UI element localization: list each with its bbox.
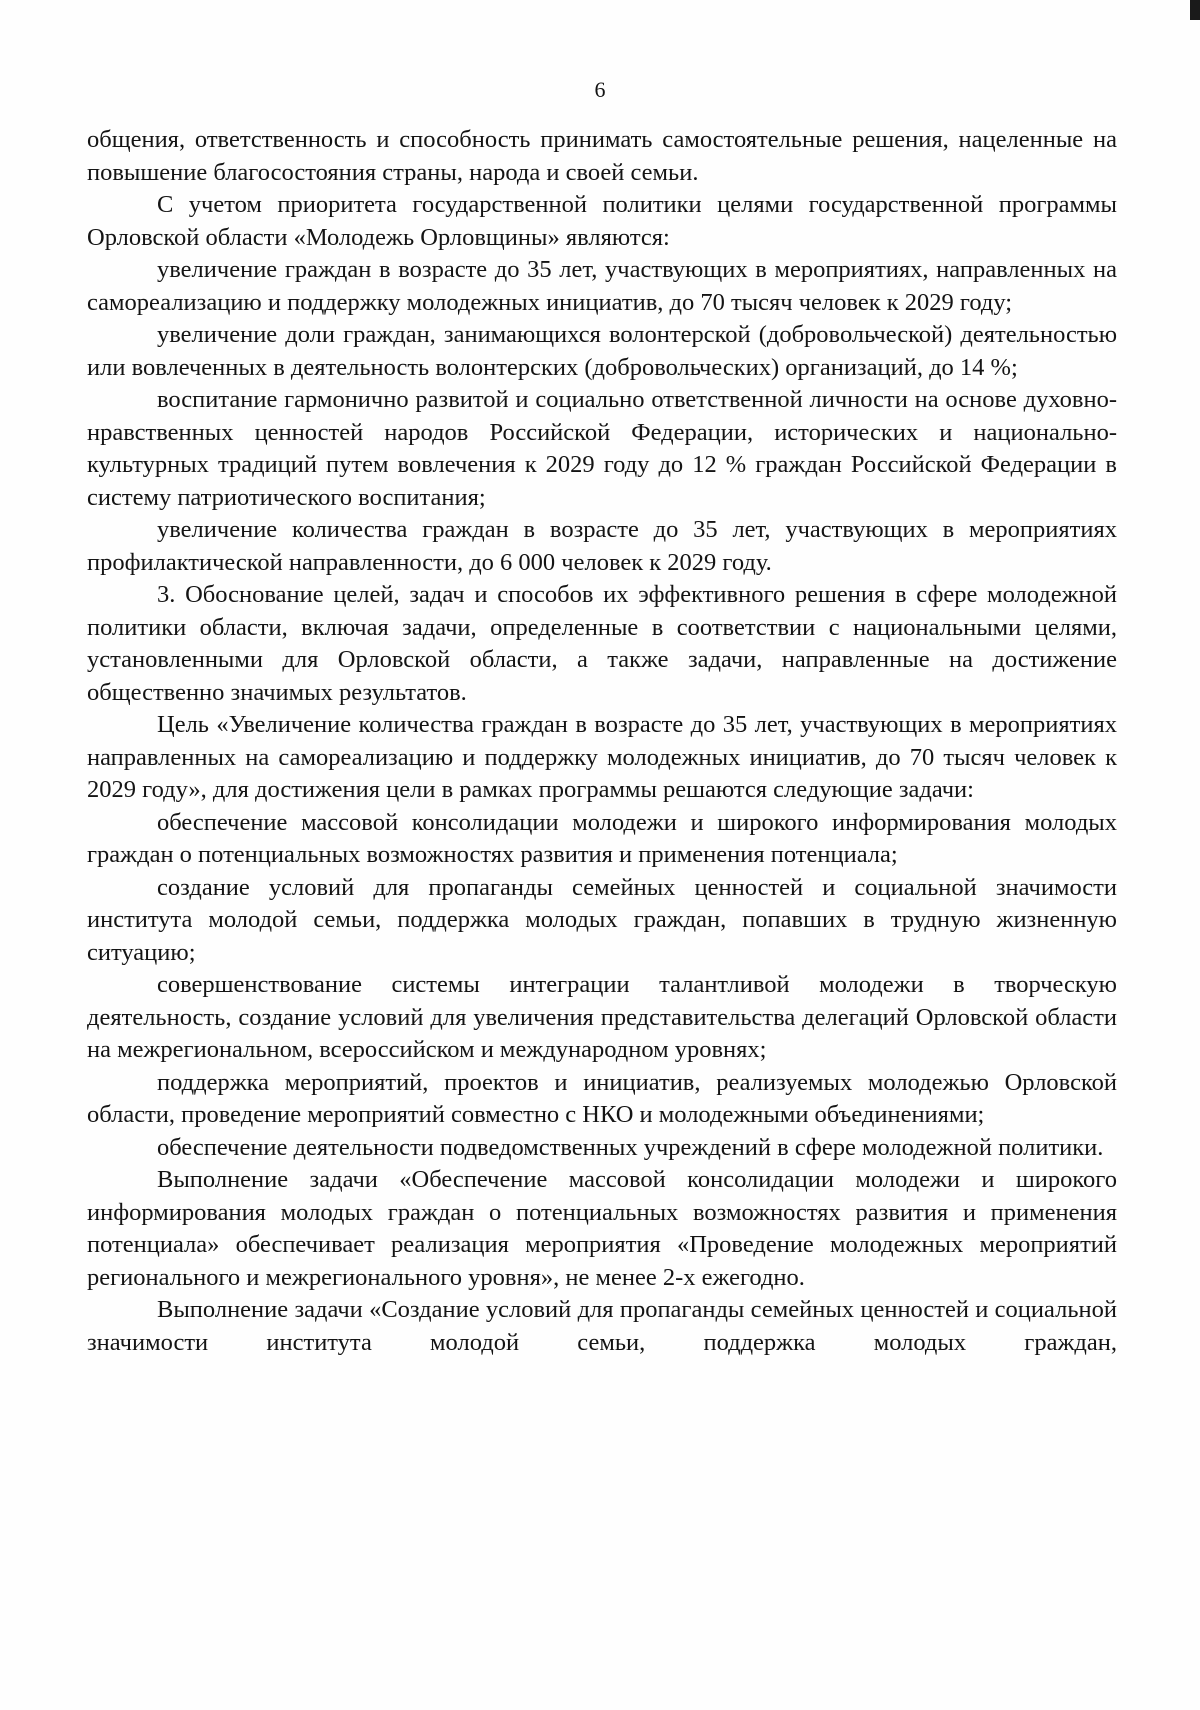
paragraph-goal-1: увеличение граждан в возрасте до 35 лет, участвующих в мероприятиях, направленных на самореализацию и поддержку молодежных инициатив, до 70 тысяч человек к 2029 году; [87,256,1117,316]
paragraph-goal-3: воспитание гармонично развитой и социально ответственной личности на основе духовно-нравственных ценностей народов Российской Федерации, исторических и национально-культурных традиций путем вовлечения к 2029 году до 12 % граждан Российской Федерации в систему патриотического воспитания; [87,386,1117,511]
paragraph-goal-tasks-intro: Цель «Увеличение количества граждан в возрасте до 35 лет, участвующих в мероприятиях направленных на самореализацию и поддержку молодежных инициатив, до 70 тысяч человек к 2029 году», для достижения цели в рамках программы решаются следующие задачи: [87,711,1117,803]
scan-corner-mark [1190,0,1200,20]
paragraph-task-3: совершенствование системы интеграции талантливой молодежи в творческую деятельность, создание условий для увеличения представительства делегаций Орловской области на межрегиональном, всероссийском и международном уровнях; [87,971,1117,1063]
paragraph-section-3: 3. Обоснование целей, задач и способов их эффективного решения в сфере молодежной политики области, включая задачи, определенные в соответствии с национальными целями, установленными для Орловской области, а также задачи, направленные на достижение общественно значимых результатов. [87,581,1117,706]
paragraph-continuation: общения, ответственность и способность принимать самостоятельные решения, нацеленные на повышение благосостояния страны, народа и своей семьи. [87,126,1117,186]
paragraph-task-2-execution: Выполнение задачи «Создание условий для пропаганды семейных ценностей и социальной значимости института молодой семьи, поддержка молодых граждан, [87,1296,1117,1356]
paragraph-task-1: обеспечение массовой консолидации молодежи и широкого информирования молодых граждан о потенциальных возможностях развития и применения потенциала; [87,808,1117,868]
paragraph-task-2: создание условий для пропаганды семейных ценностей и социальной значимости института молодой семьи, поддержка молодых граждан, попавших в трудную жизненную ситуацию; [87,873,1117,966]
paragraph-task-4: поддержка мероприятий, проектов и инициатив, реализуемых молодежью Орловской области, проведение мероприятий совместно с НКО и молодежными объединениями; [87,1068,1117,1128]
paragraph-goals-intro: С учетом приоритета государственной политики целями государственной программы Орловской области «Молодежь Орловщины» являются: [87,191,1117,251]
paragraph-goal-4: увеличение количества граждан в возрасте до 35 лет, участвующих в мероприятиях профилактической направленности, до 6 000 человек к 2029 году. [87,516,1117,576]
paragraph-task-5: обеспечение деятельности подведомственных учреждений в сфере молодежной политики. [157,1133,1104,1161]
document-body [87,124,1117,1359]
paragraph-task-1-execution: Выполнение задачи «Обеспечение массовой консолидации молодежи и широкого информирования молодых граждан о потенциальных возможностях развития и применения потенциала» обеспечивает реализация мероприятия «Проведение молодежных мероприятий регионального и межрегионального уровня», не менее 2-х ежегодно. [87,1166,1117,1291]
paragraph-goal-2: увеличение доли граждан, занимающихся волонтерской (добровольческой) деятельностью или вовлеченных в деятельность волонтерских (добровольческих) организаций, до 14 %; [87,321,1117,381]
page-number: 6 [594,77,606,102]
